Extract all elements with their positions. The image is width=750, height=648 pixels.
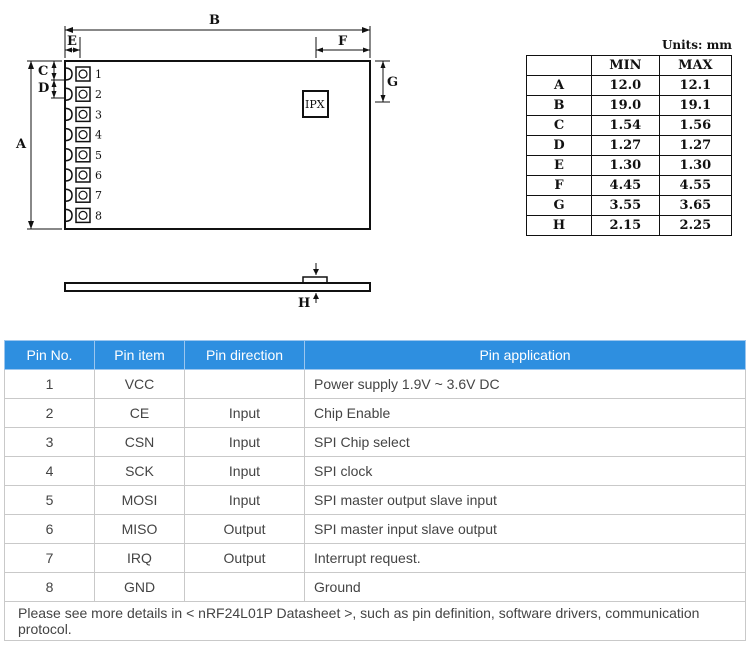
table-row [5,457,746,486]
dim-min: 2.15 [592,216,660,236]
table-row [527,196,732,216]
pin-pad [65,67,90,81]
dim-param: D [527,136,592,156]
dim-param: E [527,156,592,176]
pin-direction: Output [185,544,305,573]
header-pin-direction: Pin direction [185,341,305,370]
pin-number-label: 2 [95,88,102,102]
module-side-view [65,283,370,291]
table-row [5,399,746,428]
dimension-table-panel [526,37,732,236]
pin-number-label: 5 [95,148,102,162]
pin-no: 2 [5,399,95,428]
dim-label-c: C [38,64,49,79]
dim-max: 2.25 [659,216,731,236]
pin-pad [65,188,90,202]
pin-table [4,340,746,641]
pin-direction: Input [185,486,305,515]
table-row [527,156,732,176]
dim-min: 1.54 [592,116,660,136]
dim-param: C [527,116,592,136]
pin-application: Interrupt request. [305,544,746,573]
pin-application: SPI Chip select [305,428,746,457]
pin-item: MISO [95,515,185,544]
dim-label-a: A [16,137,27,152]
table-row [5,544,746,573]
pin-pad [65,107,90,121]
pin-item: SCK [95,457,185,486]
table-row [5,515,746,544]
datasheet-note: Please see more details in < nRF24L01P Datasheet >, such as pin definition, software drivers, communication protocol. [5,602,746,641]
pin-no: 8 [5,573,95,602]
dim-max: 1.30 [659,156,731,176]
table-row [5,486,746,515]
pin-number-label: 7 [95,189,102,203]
pin-number-label: 8 [95,209,102,223]
pin-number-label: 1 [95,68,102,81]
table-row [527,216,732,236]
pin-application: SPI clock [305,457,746,486]
pin-direction: Input [185,399,305,428]
dim-header-param [527,56,592,76]
pin-no: 6 [5,515,95,544]
dim-label-b: B [209,13,220,28]
pin-item: MOSI [95,486,185,515]
dim-min: 1.30 [592,156,660,176]
pin-number-label: 3 [95,108,102,122]
dim-max: 19.1 [659,96,731,116]
pin-direction: Input [185,428,305,457]
table-row [527,116,732,136]
table-row [5,370,746,399]
pin-direction: Input [185,457,305,486]
dim-max: 4.55 [659,176,731,196]
table-row [527,176,732,196]
dim-label-e: E [67,34,77,49]
dim-header-min: MIN [592,56,660,76]
pin-direction [185,573,305,602]
dimension-arrows [28,27,386,299]
dim-min: 3.55 [592,196,660,216]
units-label: Units: mm [661,38,732,52]
module-outline [65,61,370,229]
pin-no: 3 [5,428,95,457]
pin-item: GND [95,573,185,602]
pin-pad [65,87,90,101]
header-pin-no: Pin No. [5,341,95,370]
pin-no: 7 [5,544,95,573]
pin-application: Power supply 1.9V ~ 3.6V DC [305,370,746,399]
dim-min: 19.0 [592,96,660,116]
dim-param: B [527,96,592,116]
header-pin-item: Pin item [95,341,185,370]
pin-application: Ground [305,573,746,602]
table-row [527,96,732,116]
dim-max: 1.27 [659,136,731,156]
dimension-table [526,55,732,236]
pin-item: CE [95,399,185,428]
pin-application: Chip Enable [305,399,746,428]
dim-param: F [527,176,592,196]
header-pin-application: Pin application [305,341,746,370]
pin-item: IRQ [95,544,185,573]
ipx-label: IPX [305,98,325,111]
pin-pad [65,208,90,222]
pin-application: SPI master output slave input [305,486,746,515]
dimension-table-header [527,56,732,76]
dim-param: G [527,196,592,216]
table-row [5,573,746,602]
table-row [527,136,732,156]
dim-label-g: G [387,75,399,90]
dim-header-max: MAX [659,56,731,76]
pin-direction [185,370,305,399]
table-row [5,428,746,457]
dim-max: 3.65 [659,196,731,216]
dim-param: A [527,76,592,96]
dim-min: 1.27 [592,136,660,156]
pin-direction: Output [185,515,305,544]
pin-no: 5 [5,486,95,515]
pin-pad [65,128,90,142]
pin-item: VCC [95,370,185,399]
pin-application: SPI master input slave output [305,515,746,544]
pin-pad [65,148,90,162]
pin-number-label: 6 [95,169,102,182]
pin-pads [65,67,90,222]
dim-param: H [527,216,592,236]
dim-label-h: H [298,296,311,311]
dim-label-f: F [338,34,348,49]
pin-table-header [5,341,746,370]
pin-number-label: 4 [95,128,102,142]
pin-no: 4 [5,457,95,486]
dim-max: 12.1 [659,76,731,96]
dim-min: 12.0 [592,76,660,96]
pin-no: 1 [5,370,95,399]
table-note-row [5,602,746,641]
dim-label-d: D [38,81,50,96]
pin-item: CSN [95,428,185,457]
dim-max: 1.56 [659,116,731,136]
pin-numbers [95,68,102,222]
dim-min: 4.45 [592,176,660,196]
table-row [527,76,732,96]
pin-pad [65,168,90,182]
